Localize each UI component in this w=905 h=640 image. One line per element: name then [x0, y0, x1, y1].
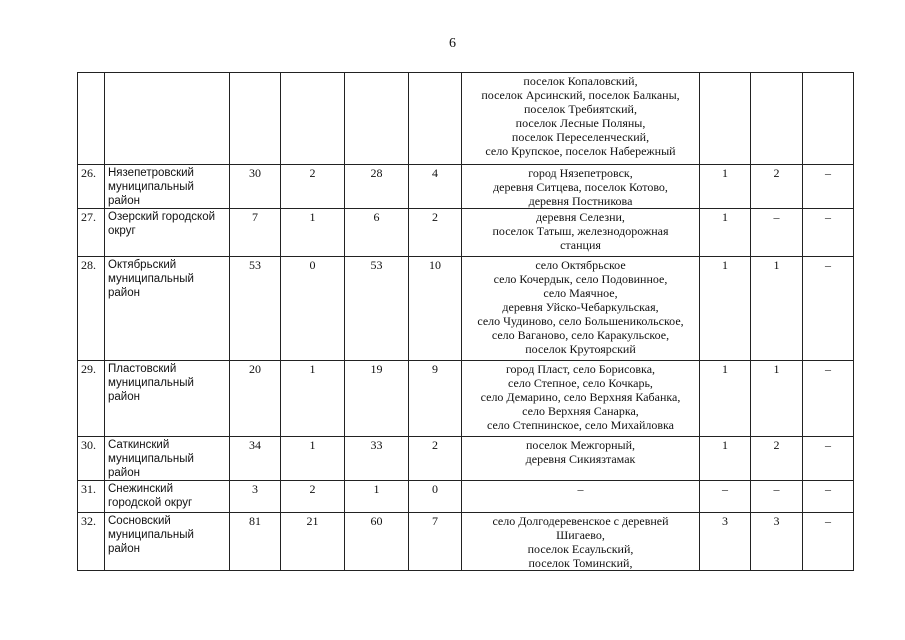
row-number: 32. — [78, 513, 105, 571]
settlement-line: поселок Есаульский, — [527, 542, 634, 556]
count-c1: 20 — [230, 361, 281, 437]
settlements-table — [77, 72, 854, 571]
settlement-line: деревня Уйско-Чебаркульская, — [502, 300, 659, 314]
settlement-line: деревня Постникова — [528, 194, 633, 208]
count-c3: 60 — [345, 513, 409, 571]
settlement-line: село Маячное, — [543, 286, 618, 300]
district-name-line: Озерский городской — [108, 211, 216, 223]
row-number: 28. — [78, 257, 105, 361]
count-c1: 81 — [230, 513, 281, 571]
district-name-line: муниципальный — [108, 529, 194, 541]
table-row — [78, 73, 854, 165]
table-row — [78, 165, 854, 209]
district-name — [105, 257, 230, 361]
count-c1: 53 — [230, 257, 281, 361]
count-c7: 1 — [751, 257, 803, 361]
count-c3 — [345, 73, 409, 165]
count-c4: 2 — [409, 437, 462, 481]
district-name-line: район — [108, 287, 140, 299]
settlement-line: село Демарино, село Верхняя Кабанка, — [480, 390, 681, 404]
table-row — [78, 481, 854, 513]
settlement-line: деревня Сикиязтамак — [525, 452, 636, 466]
district-name-line: район — [108, 543, 140, 555]
count-c1: 7 — [230, 209, 281, 257]
count-c1: 34 — [230, 437, 281, 481]
count-c3: 19 — [345, 361, 409, 437]
count-c2: 2 — [281, 165, 345, 209]
count-c7: 2 — [751, 165, 803, 209]
page-number: 6 — [449, 36, 456, 51]
district-name — [105, 437, 230, 481]
district-name-line: муниципальный — [108, 453, 194, 465]
settlements-list — [462, 257, 700, 361]
count-c2: 21 — [281, 513, 345, 571]
district-name-line: Саткинский — [108, 439, 170, 451]
row-number: 29. — [78, 361, 105, 437]
district-name-line: район — [108, 467, 140, 479]
settlement-line: село Степнинское, село Михайловка — [486, 418, 674, 432]
count-c3: 53 — [345, 257, 409, 361]
count-c2: 1 — [281, 209, 345, 257]
count-c8: – — [803, 437, 854, 481]
district-name-line: Октябрьский — [108, 259, 177, 271]
settlement-line: поселок Лесные Поляны, — [515, 116, 646, 130]
settlement-line: деревня Селезни, — [536, 210, 625, 224]
count-c7 — [751, 73, 803, 165]
row-number: 26. — [78, 165, 105, 209]
district-name — [105, 209, 230, 257]
settlement-line: станция — [560, 238, 601, 252]
district-name-line: район — [108, 195, 140, 207]
settlement-line: село Долгодеревенское с деревней — [492, 514, 669, 528]
count-c2: 1 — [281, 437, 345, 481]
count-c8: – — [803, 361, 854, 437]
count-c4: 10 — [409, 257, 462, 361]
count-c8 — [803, 73, 854, 165]
settlement-line: поселок Требиятский, — [524, 102, 637, 116]
settlement-line: город Нязепетровск, — [528, 166, 633, 180]
settlement-line: поселок Татыш, железнодорожная — [492, 224, 669, 238]
settlement-line: село Степное, село Кочкарь, — [508, 376, 653, 390]
count-c6: 1 — [700, 437, 751, 481]
settlement-line: село Кочердык, село Подовинное, — [493, 272, 668, 286]
count-c4 — [409, 73, 462, 165]
district-name-line: район — [108, 391, 140, 403]
table-row — [78, 437, 854, 481]
row-number: 27. — [78, 209, 105, 257]
district-name-line: муниципальный — [108, 377, 194, 389]
settlements-list — [462, 209, 700, 257]
settlement-line: поселок Томинский, — [528, 556, 633, 570]
count-c8: – — [803, 513, 854, 571]
count-c6: 3 — [700, 513, 751, 571]
count-c7: 2 — [751, 437, 803, 481]
settlement-line: село Ваганово, село Каракульское, — [491, 328, 670, 342]
settlement-line: село Крупское, поселок Набережный — [485, 144, 676, 158]
count-c4: 9 — [409, 361, 462, 437]
settlements-list — [462, 481, 700, 513]
count-c8: – — [803, 481, 854, 513]
count-c4: 4 — [409, 165, 462, 209]
row-number — [78, 73, 105, 165]
count-c3: 33 — [345, 437, 409, 481]
settlement-line: село Чудиново, село Большеникольское, — [477, 314, 684, 328]
district-name — [105, 165, 230, 209]
settlement-line: поселок Межгорный, — [526, 438, 635, 452]
district-name — [105, 361, 230, 437]
district-name-line: муниципальный — [108, 273, 194, 285]
settlements-list — [462, 513, 700, 571]
count-c3: 28 — [345, 165, 409, 209]
count-c7: – — [751, 481, 803, 513]
count-c3: 6 — [345, 209, 409, 257]
settlement-line: поселок Крутоярский — [525, 342, 636, 356]
district-name-line: городской округ — [108, 497, 193, 509]
count-c2: 2 — [281, 481, 345, 513]
count-c6: 1 — [700, 165, 751, 209]
count-c4: 0 — [409, 481, 462, 513]
row-number: 30. — [78, 437, 105, 481]
count-c8: – — [803, 165, 854, 209]
settlement-line: деревня Ситцева, поселок Котово, — [493, 180, 668, 194]
district-name-line: муниципальный — [108, 181, 194, 193]
settlement-line: поселок Арсинский, поселок Балканы, — [481, 88, 680, 102]
row-number: 31. — [78, 481, 105, 513]
settlement-line: поселок Переселенческий, — [511, 130, 650, 144]
count-c1 — [230, 73, 281, 165]
settlement-line: село Октябрьское — [535, 258, 626, 272]
table-row — [78, 361, 854, 437]
settlement-line: село Верхняя Санарка, — [522, 404, 639, 418]
district-name — [105, 513, 230, 571]
settlements-list — [462, 437, 700, 481]
settlements-list — [462, 361, 700, 437]
settlement-line: Шигаево, — [556, 528, 605, 542]
settlement-line: город Пласт, село Борисовка, — [505, 362, 656, 376]
table-row — [78, 209, 854, 257]
district-name-line: Сосновский — [108, 515, 171, 527]
count-c6: 1 — [700, 257, 751, 361]
count-c3: 1 — [345, 481, 409, 513]
count-c2: 1 — [281, 361, 345, 437]
district-name — [105, 73, 230, 165]
count-c4: 7 — [409, 513, 462, 571]
count-c2: 0 — [281, 257, 345, 361]
table-row — [78, 513, 854, 571]
count-c8: – — [803, 257, 854, 361]
count-c8: – — [803, 209, 854, 257]
count-c6: 1 — [700, 209, 751, 257]
count-c1: 30 — [230, 165, 281, 209]
count-c7: – — [751, 209, 803, 257]
settlement-line: поселок Копаловский, — [523, 74, 638, 88]
settlements-list — [462, 73, 700, 165]
district-name-line: Нязепетровский — [108, 167, 194, 179]
settlement-line: – — [577, 482, 584, 496]
count-c6: – — [700, 481, 751, 513]
count-c7: 1 — [751, 361, 803, 437]
count-c7: 3 — [751, 513, 803, 571]
district-name-line: Снежинский — [108, 483, 174, 495]
count-c4: 2 — [409, 209, 462, 257]
table-row — [78, 257, 854, 361]
district-name-line: Пластовский — [108, 363, 177, 375]
district-name-line: округ — [108, 225, 136, 237]
district-name — [105, 481, 230, 513]
settlements-list — [462, 165, 700, 209]
count-c2 — [281, 73, 345, 165]
count-c1: 3 — [230, 481, 281, 513]
count-c6 — [700, 73, 751, 165]
count-c6: 1 — [700, 361, 751, 437]
